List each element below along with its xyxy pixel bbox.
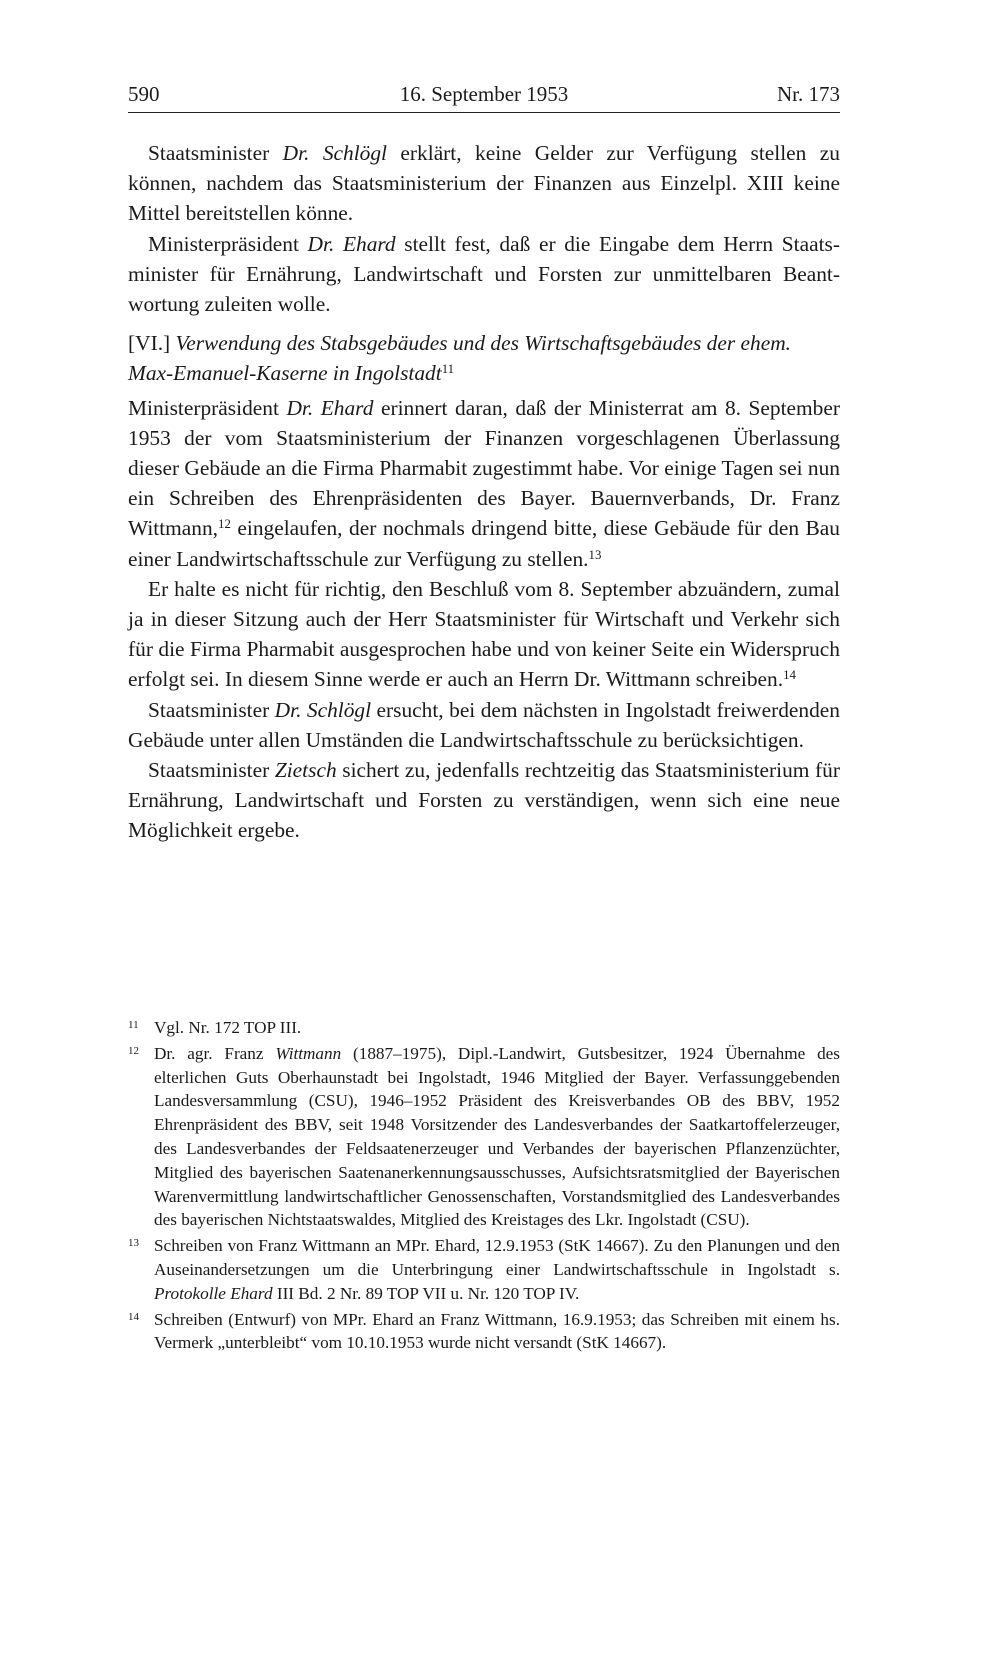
source-title: Protokolle Ehard — [154, 1283, 273, 1303]
text: Staatsminister — [148, 758, 275, 783]
text: Staatsminister — [148, 141, 283, 165]
speaker-name: Dr. Schlögl — [274, 697, 372, 722]
paragraph — [128, 229, 840, 320]
speaker-name: Zietsch — [274, 758, 337, 783]
footnote — [128, 1042, 840, 1232]
footnote-number: 13 — [128, 1237, 139, 1250]
footnote-ref[interactable]: 14 — [783, 668, 796, 683]
header-rule — [128, 112, 840, 113]
footnote-text: Vgl. Nr. 172 TOP III. — [154, 1018, 302, 1037]
person-name: Wittmann — [275, 1043, 342, 1063]
paragraph — [128, 695, 840, 755]
paragraph — [128, 755, 840, 846]
text: stellt fest, daß er die Eingabe dem Herrn Staatsminister für Ernährung, Landwirtschaft und Forsten zur unmittelbaren Beantwortung zuleiten wolle. — [128, 231, 840, 317]
footnote-number: 14 — [128, 1310, 139, 1323]
agenda-item-heading — [128, 328, 840, 388]
agenda-item-title: Verwendung des Stabsgebäudes und des Wirtschaftsgebäudes der ehem. Max-Emanuel-Kaserne in Ingolstadt — [128, 331, 792, 386]
footnote — [128, 1016, 840, 1040]
footnote-ref[interactable]: 12 — [218, 517, 231, 532]
speaker-name: Dr. Ehard — [286, 395, 374, 420]
paragraph — [128, 574, 840, 695]
text: erinnert daran, daß der Ministerrat am 8. September 1953 der vom Staatsministerium der Finanzen vorgeschlagenen Überlassung dieser Gebäude an die Firma Pharmabit zugestimmt habe. Vor einige Tagen sei nun ein Schreiben des Ehrenpräsidenten des Bayer. Bauernverbands, Dr. Franz Wittmann, — [128, 395, 840, 541]
footnote-text: III Bd. 2 Nr. 89 TOP VII u. Nr. 120 TOP IV. — [272, 1283, 580, 1303]
paragraph — [128, 138, 840, 229]
footnote-number: 12 — [128, 1044, 139, 1057]
footnote-ref[interactable]: 13 — [588, 547, 602, 562]
running-header — [128, 82, 840, 112]
footnote — [128, 1234, 840, 1305]
footnote-text: Schreiben (Entwurf) von MPr. Ehard an Franz Wittmann, 16.9.1953; das Schreiben mit einem hs. Vermerk „unterbleibt“ vom 10.10.1953 wurde nicht versandt (StK 14667). — [154, 1309, 840, 1353]
text: ersucht, bei dem nächsten in Ingolstadt freiwerdenden Gebäude unter allen Umständen die Landwirtschaftsschule zu berücksichtigen. — [128, 697, 840, 752]
text: Ministerpräsident — [148, 231, 308, 256]
footnotes — [128, 1016, 840, 1357]
footnote-text: Schreiben von Franz Wittmann an MPr. Ehard, 12.9.1953 (StK 14667). Zu den Planungen und den Auseinandersetzungen um die Unterbringung einer Landwirtschaftsschule in Ingolstadt s. — [154, 1236, 840, 1279]
page-number: 590 — [128, 82, 160, 106]
speaker-name: Dr. Schlögl — [282, 141, 387, 165]
text: Er halte es nicht für richtig, den Beschluß vom 8. September abzuändern, zumal ja in dieser Sitzung auch der Herr Staatsminister für Wirtschaft und Verkehr sich für die Firma Pharmabit ausgesprochen habe und von keiner Seite ein Widerspruch erfolgt sei. In diesem Sinne werde er auch an Herrn Dr. Wittmann schreiben. — [128, 576, 840, 692]
paragraph — [128, 393, 840, 574]
footnote-number: 11 — [128, 1019, 139, 1031]
header-date: 16. September 1953 — [399, 82, 569, 106]
text: Ministerpräsident — [128, 395, 287, 420]
text: Staatsminister — [148, 697, 275, 722]
footnote-text: Dr. agr. Franz — [154, 1043, 276, 1063]
text: eingelaufen, der nochmals dringend bitte, diese Gebäude für den Bau einer Landwirtschaftsschule zur Verfügung zu stellen. — [128, 516, 840, 571]
body-text — [128, 138, 840, 846]
text: sichert zu, jedenfalls rechtzeitig das Staatsministerium für Ernährung, Landwirtschaft und Forsten zu verständigen, wenn sich eine neue Möglichkeit ergebe. — [128, 758, 840, 843]
text: erklärt, keine Gelder zur Verfügung stellen zu können, nachdem das Staatsministerium der Finanzen aus Einzelpl. XIII keine Mittel bereitstellen könne. — [128, 141, 840, 226]
document-number: Nr. 173 — [777, 82, 840, 106]
agenda-item-number: [VI.] — [128, 331, 171, 356]
footnote-ref[interactable]: 11 — [441, 362, 455, 377]
footnote — [128, 1308, 840, 1356]
footnote-text: (1887–1975), Dipl.-Landwirt, Gutsbesitzer, 1924 Übernahme des elterlichen Guts Oberhaunstadt bei Ingolstadt, 1946 Mitglied der Bayer. Verfassunggebenden Landesversammlung (CSU), 1946–1952 Präsident des Kreisverbandes OB des BBV, 1952 Ehrenpräsident des BBV, seit 1948 Vorsitzender des Landesverbandes der Saatkartoffelerzeuger, des Landesverbandes der Feldsaatenerzeuger und Verbandes der bayerischen Pflanzenzüchter, Mitglied des bayerischen Saatenanerkennungsausschusses, Aufsichtsratsmitglied der Bayerischen Warenvermittlung landwirtschaftlicher Genossenschaften, Vorstandsmitglied des Landesverbandes des bayerischen Nichtstaatswaldes, Mitglied des Kreistages des Lkr. Ingolstadt (CSU). — [154, 1043, 840, 1230]
speaker-name: Dr. Ehard — [307, 231, 396, 256]
